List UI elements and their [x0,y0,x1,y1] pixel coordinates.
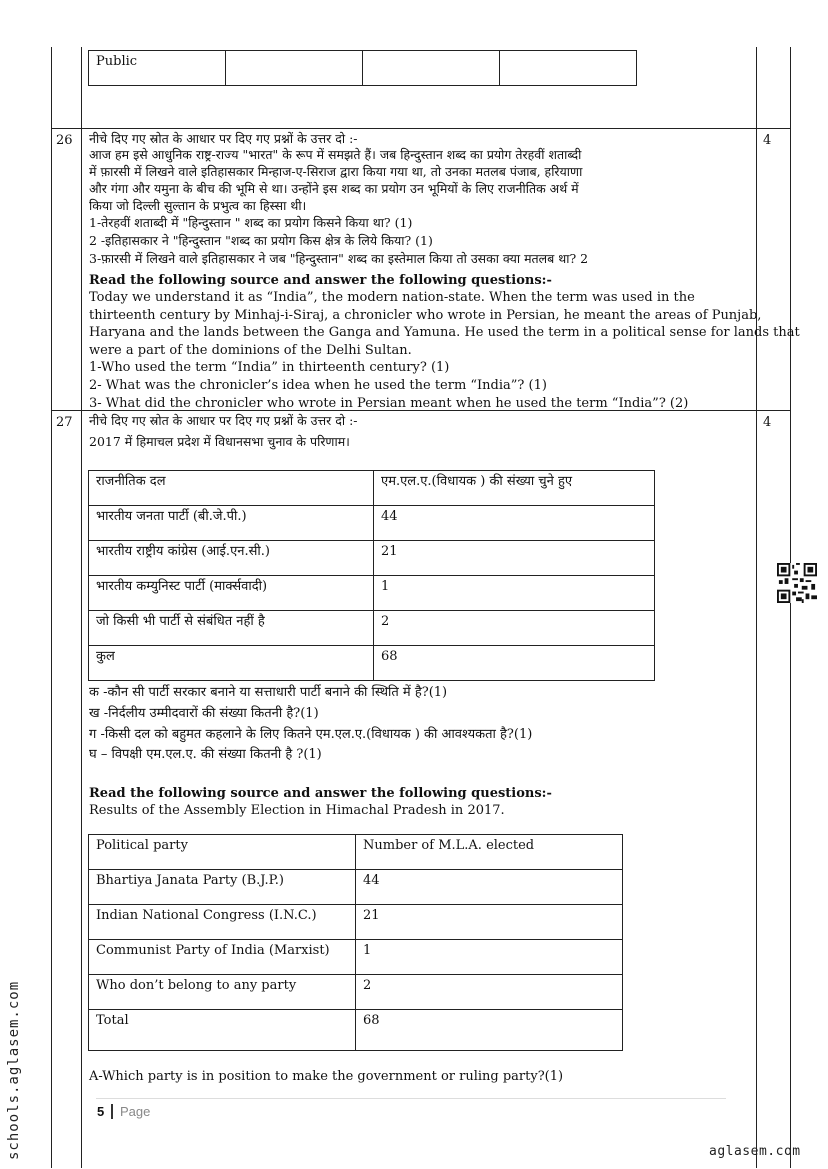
table-cell: कुल [89,646,374,681]
q27-hindi-question: घ – विपक्षी एम.एल.ए. की संख्या कितनी है ?(1) [89,747,322,762]
table-cell: 44 [374,506,655,541]
table-cell: एम.एल.ए.(विधायक ) की संख्या चुने हुए [374,471,655,506]
table-cell: Political party [89,835,356,870]
table-cell: Communist Party of India (Marxist) [89,940,356,975]
q27-hindi-heading: नीचे दिए गए स्रोत के आधार पर दिए गए प्रश्नों के उत्तर दो :- [89,413,358,428]
qr-code-icon[interactable] [777,563,817,603]
q26-english-line: Today we understand it as “India”, the modern nation-state. When the term was used in the [89,290,695,305]
table-cell: Bhartiya Janata Party (B.J.P.) [89,870,356,905]
q26-english-line: thirteenth century by Minhaj-i-Siraj, a chronicler who wrote in Persian, he meant the areas of Punjab, [89,308,762,323]
q27-english-caption: Results of the Assembly Election in Himachal Pradesh in 2017. [89,803,505,818]
table-cell: 21 [374,541,655,576]
q26-hindi-line: में फ़ारसी में लिखने वाले इतिहासकार मिन्हाज-ए-सिराज द्वारा किया गया था, तो उनका मतलब पंजाब, हरियाणा [89,164,583,179]
q26-english-line: 1-Who used the term “India” in thirteenth century? (1) [89,360,450,375]
top-table-cell-label [89,51,226,86]
footer-page-label: Page [120,1104,151,1119]
table-cell: 1 [356,940,623,975]
top-table-cell [363,51,500,86]
table-cell: भारतीय कम्युनिस्ट पार्टी (मार्क्सवादी) [89,576,374,611]
q27-english-heading: Read the following source and answer the following questions:- [89,786,552,801]
q26-english-line: were a part of the dominions of the Delhi Sultan. [89,343,412,358]
q26-english-line: Haryana and the lands between the Ganga and Yamuna. He used the term in a political sense for lands that [89,325,800,340]
table-border-left [51,47,52,1168]
q27-hindi-question: ख -निर्दलीय उम्मीदवारों की संख्या कितनी है?(1) [89,706,319,721]
q27-hindi-table [88,470,655,681]
q26-hindi-line: और गंगा और यमुना के बीच की भूमि से था। उन्होंने इस शब्द का प्रयोग उन भूमियों के लिए राजनीतिक अर्थ में [89,181,579,196]
q26-english-heading: Read the following source and answer the following questions:- [89,273,552,288]
table-cell: Who don’t belong to any party [89,975,356,1010]
q27-hindi-question: क -कौन सी पार्टी सरकार बनाने या सत्ताधारी पार्टी बनाने की स्थिति में है?(1) [89,685,448,700]
brand-label[interactable]: aglasem.com [709,1144,801,1159]
q26-marks: 4 [763,133,772,148]
table-cell: राजनीतिक दल [89,471,374,506]
table-cell: 1 [374,576,655,611]
q27-hindi-question: ग -किसी दल को बहुमत कहलाने के लिए कितने एम.एल.ए.(विधायक ) की आवश्यकता है?(1) [89,727,533,742]
footer-rule [96,1098,726,1099]
watermark-text: schools.aglasem.com [6,980,22,1160]
q27-english-question-a: A-Which party is in position to make the government or ruling party?(1) [89,1069,564,1084]
top-table-cell [226,51,363,86]
table-cell: 21 [356,905,623,940]
table-cell: Total [89,1010,356,1051]
q27-number: 27 [56,415,73,430]
table-cell: 44 [356,870,623,905]
q26-hindi-line: 1-तेरहवीं शताब्दी में "हिन्दुस्तान " शब्द का प्रयोग किसने किया था? (1) [89,215,413,230]
q26-english-line: 3- What did the chronicler who wrote in Persian meant when he used the term “India”? (2) [89,396,689,411]
q26-hindi-line: नीचे दिए गए स्रोत के आधार पर दिए गए प्रश्नों के उत्तर दो :- [89,131,358,146]
table-cell: जो किसी भी पार्टी से संबंधित नहीं है [89,611,374,646]
top-table-label-text: Public [96,54,138,69]
table-cell: 2 [356,975,623,1010]
q27-english-table [88,834,623,1051]
table-cell: Indian National Congress (I.N.C.) [89,905,356,940]
q26-hindi-line: 2 -इतिहासकार ने "हिन्दुस्तान "शब्द का प्रयोग किस क्षेत्र के लिये किया? (1) [89,233,433,248]
q26-english-line: 2- What was the chronicler’s idea when he used the term “India”? (1) [89,378,547,393]
table-cell: Number of M.L.A. elected [356,835,623,870]
q26-hindi-line: किया जो दिल्ली सुल्तान के प्रभुत्व का हिस्सा थी। [89,198,307,213]
q26-hindi-line: 3-फ़ारसी में लिखने वाले इतिहासकार ने जब "हिन्दुस्तान" शब्द का इस्तेमाल किया तो उसका क्या मतलब था? 2 [89,251,589,266]
table-border-sep-2 [756,47,757,1168]
q26-hindi-line: आज हम इसे आधुनिक राष्ट्र-राज्य "भारत" के रूप में समझते हैं। जब हिन्दुस्तान शब्द का प्रयोग तेरहवीं शताब्दी [89,147,582,162]
table-border-sep-1 [81,47,82,1168]
table-cell: भारतीय जनता पार्टी (बी.जे.पी.) [89,506,374,541]
table-cell: 68 [374,646,655,681]
q26-number: 26 [56,133,73,148]
footer-divider [111,1104,113,1119]
table-cell: 68 [356,1010,623,1051]
table-border-right [790,47,791,1168]
table-row-divider-1 [51,128,791,129]
table-cell: 2 [374,611,655,646]
top-table-cell [500,51,637,86]
table-cell: भारतीय राष्ट्रीय कांग्रेस (आई.एन.सी.) [89,541,374,576]
top-inner-table [88,50,637,86]
q27-hindi-caption: 2017 में हिमाचल प्रदेश में विधानसभा चुनाव के परिणाम। [89,434,350,449]
footer-page-number: 5 [97,1104,105,1119]
q27-marks: 4 [763,415,772,430]
